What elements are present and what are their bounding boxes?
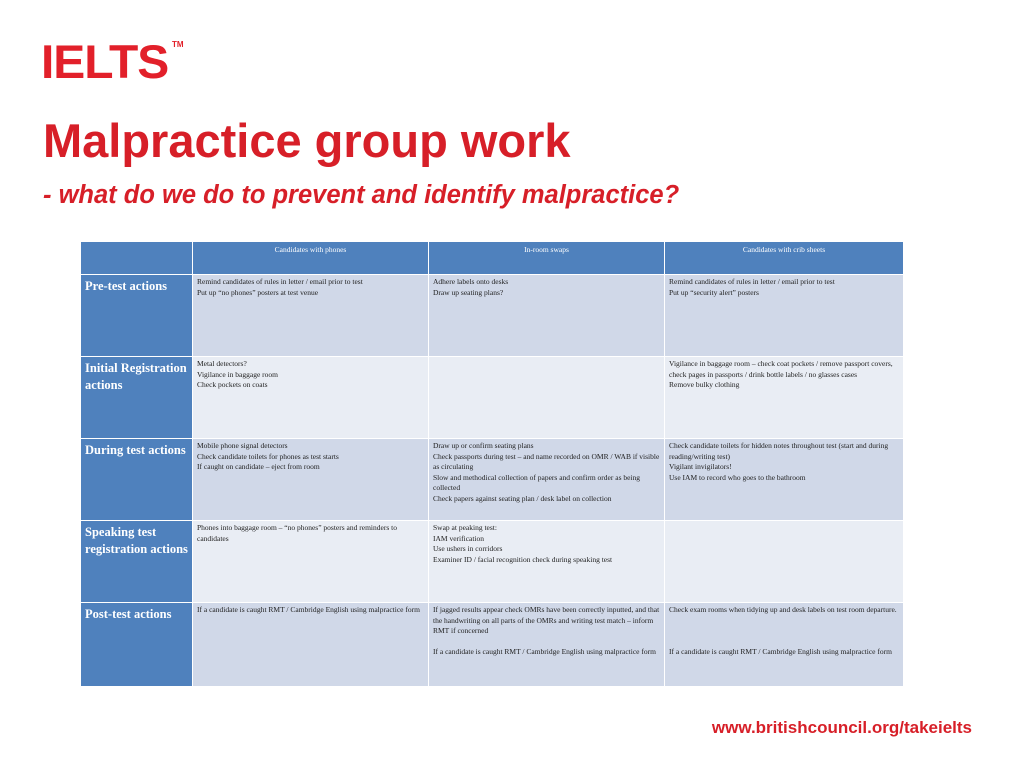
row-header-during-test: During test actions	[81, 439, 193, 521]
table-row	[81, 521, 904, 603]
cell-line: If a candidate is caught RMT / Cambridge English using malpractice form	[669, 646, 892, 656]
table-row	[81, 275, 904, 357]
cell-line: Adhere labels onto desks	[433, 277, 509, 286]
cell-line: Vigilant invigilators!	[669, 462, 732, 471]
cell-line: Use IAM to record who goes to the bathroom	[669, 472, 806, 482]
table-cell	[429, 603, 665, 687]
table-cell	[193, 357, 429, 439]
cell-spacer	[433, 637, 660, 647]
table-row	[81, 439, 904, 521]
cell-line: Put up “no phones” posters at test venue	[197, 287, 319, 297]
table-cell	[193, 439, 429, 521]
table-cell	[193, 275, 429, 357]
column-header-phones: Candidates with phones	[193, 242, 429, 275]
cell-line: Remove bulky clothing	[669, 380, 740, 389]
cell-line: Swap at peaking test:	[433, 523, 497, 532]
cell-line: Check candidate toilets for phones as test starts	[197, 451, 339, 461]
cell-line: Examiner ID / facial recognition check during speaking test	[433, 554, 613, 564]
cell-line: Remind candidates of rules in letter / email prior to test	[669, 277, 835, 286]
row-header-speaking-test: Speaking test registration actions	[81, 521, 193, 603]
cell-line: Metal detectors?	[197, 359, 247, 368]
cell-line: Check papers against seating plan / desk label on collection	[433, 493, 612, 503]
slide-subtitle: - what do we do to prevent and identify malpractice?	[43, 181, 680, 209]
table-header-corner	[81, 242, 193, 275]
table-cell	[665, 275, 904, 357]
table-cell	[665, 357, 904, 439]
row-header-pre-test: Pre-test actions	[81, 275, 193, 357]
row-header-initial-registration: Initial Registration actions	[81, 357, 193, 439]
cell-line: Check pockets on coats	[197, 380, 268, 389]
cell-line: Mobile phone signal detectors	[197, 441, 288, 450]
cell-line: Remind candidates of rules in letter / email prior to test	[197, 277, 363, 286]
table-cell	[429, 521, 665, 603]
column-header-swaps: In-room swaps	[429, 242, 665, 275]
cell-line: If a candidate is caught RMT / Cambridge English using malpractice form	[197, 605, 420, 614]
table-cell	[665, 439, 904, 521]
cell-line: Check candidate toilets for hidden notes throughout test (start and during reading/writing test)	[669, 441, 889, 461]
table-row	[81, 357, 904, 439]
cell-line: Vigilance in baggage room	[197, 369, 278, 379]
cell-line: Draw up seating plans?	[433, 287, 504, 297]
cell-line: If jagged results appear check OMRs have been correctly inputted, and that the handwriting on all parts of the OMRs and writing test match – inform RMT if concerned	[433, 605, 660, 635]
table-cell	[429, 275, 665, 357]
slide-title: Malpractice group work	[43, 114, 571, 167]
row-header-post-test: Post-test actions	[81, 603, 193, 687]
column-header-crib-sheets: Candidates with crib sheets	[665, 242, 904, 275]
table-row	[81, 603, 904, 687]
table-cell	[665, 521, 904, 603]
table-cell	[193, 603, 429, 687]
table-header-row	[81, 242, 904, 275]
table-cell	[429, 439, 665, 521]
cell-line: Slow and methodical collection of papers and confirm order as being collected	[433, 472, 641, 492]
cell-line: If caught on candidate – eject from room	[197, 462, 320, 471]
table-cell	[193, 521, 429, 603]
cell-line: Vigilance in baggage room – check coat pockets / remove passport covers, check pages in passports / drink bottle labels / no glasses cases	[669, 359, 893, 379]
cell-spacer	[669, 616, 899, 647]
cell-line: Draw up or confirm seating plans	[433, 441, 534, 450]
cell-line: Check exam rooms when tidying up and desk labels on test room departure.	[669, 605, 897, 614]
malpractice-table	[80, 241, 904, 687]
cell-line: IAM verification	[433, 533, 485, 543]
trademark-mark: TM	[172, 40, 184, 49]
cell-line: Use ushers in corridors	[433, 544, 503, 553]
table-cell	[665, 603, 904, 687]
footer-url-link[interactable]: www.britishcouncil.org/takeielts	[711, 718, 972, 737]
cell-line: If a candidate is caught RMT / Cambridge English using malpractice form	[433, 646, 656, 656]
cell-line: Check passports during test – and name recorded on OMR / WAB if visible as circulating	[433, 451, 660, 471]
cell-line: Phones into baggage room – “no phones” posters and reminders to candidates	[197, 523, 397, 543]
ielts-logo: IELTS	[41, 35, 169, 88]
table-cell	[429, 357, 665, 439]
cell-line: Put up “security alert” posters	[669, 287, 759, 297]
